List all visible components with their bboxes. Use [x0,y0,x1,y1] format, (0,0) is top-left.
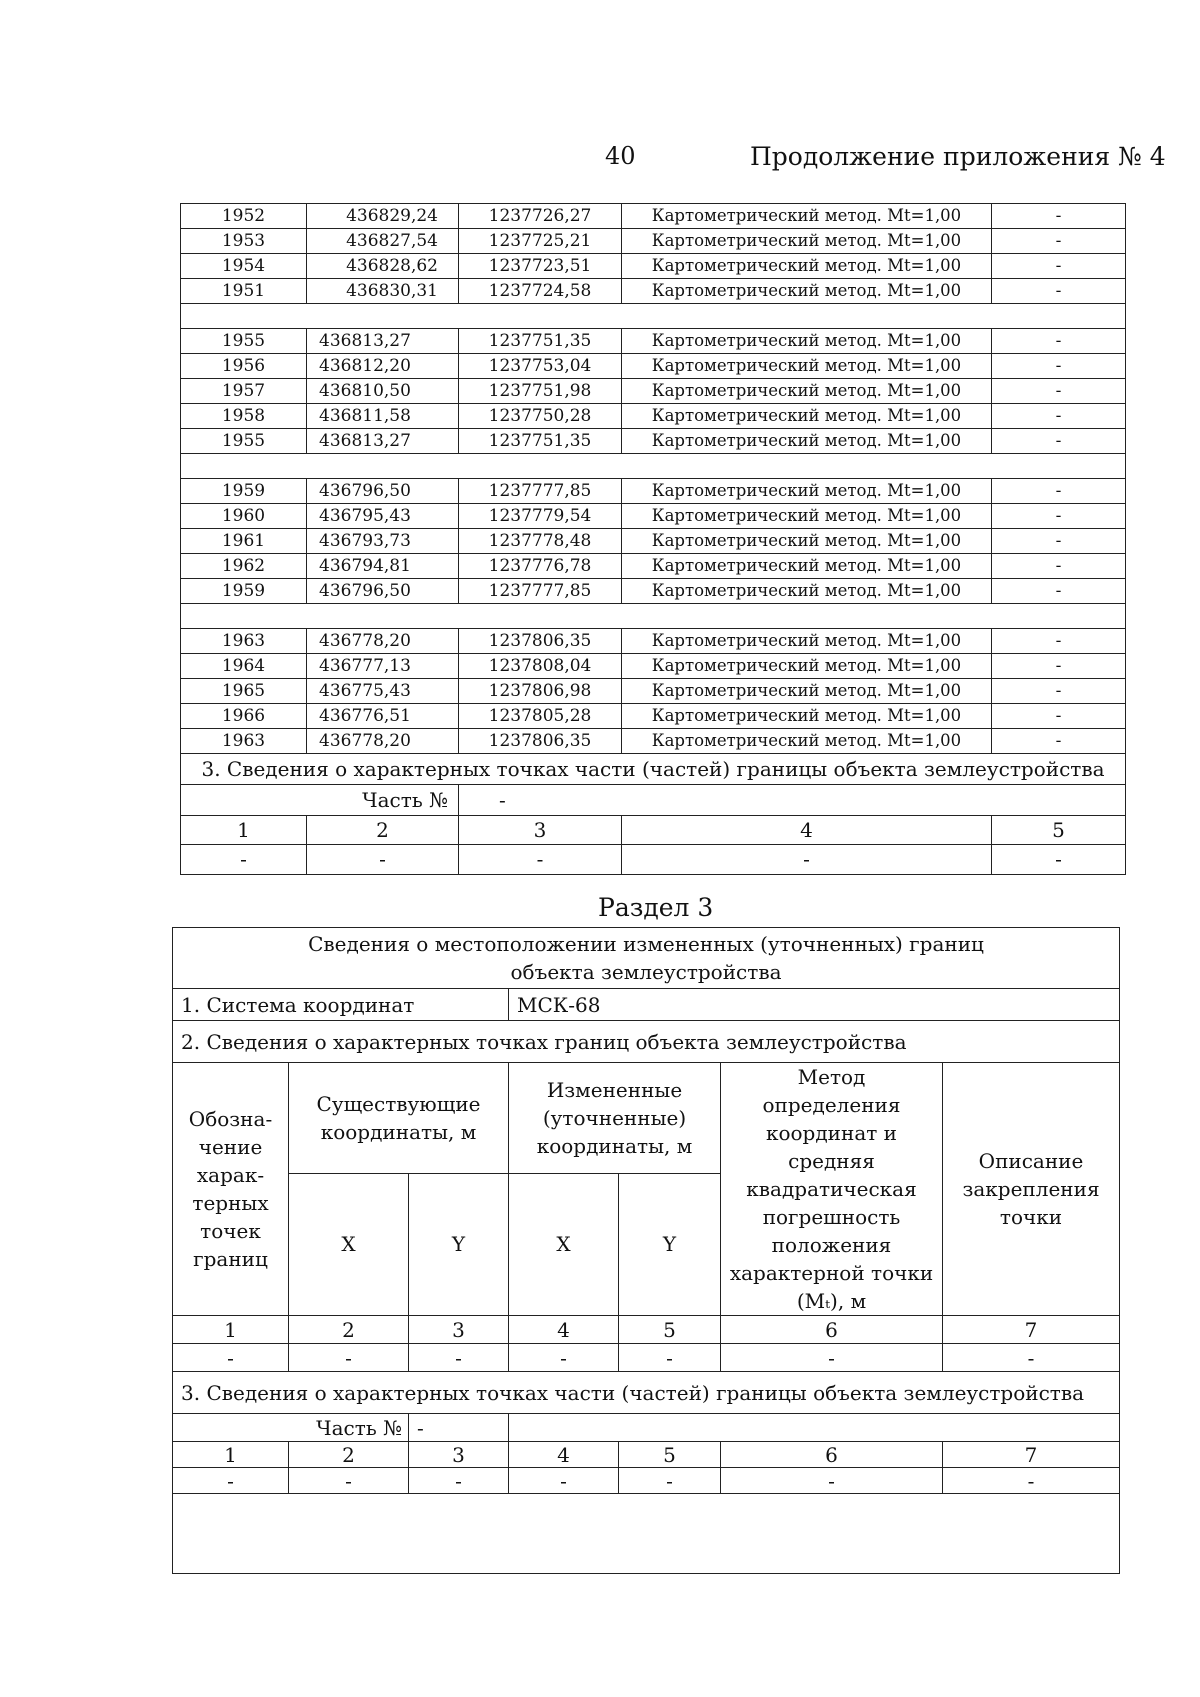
y-coordinate: 1237723,51 [459,254,622,279]
coordinates-table-body [181,204,1126,875]
separator-cell [181,604,1126,629]
table-heading-row [173,928,1120,989]
column-number: 1 [173,1316,289,1344]
table-heading: Сведения о местоположении измененных (уточненных) границ объекта землеустройства [173,928,1120,989]
y-coordinate: 1237751,35 [459,329,622,354]
page-number: 40 [605,142,636,170]
separator-cell [181,304,1126,329]
method-cell: Картометрический метод. Mt=1,00 [622,329,992,354]
column-number-row [173,1316,1120,1344]
y-coordinate: 1237750,28 [459,404,622,429]
description-cell: - [992,229,1126,254]
empty-cell: - [619,1468,721,1494]
blank-row [173,1494,1120,1574]
table-row [181,204,1126,229]
point-number: 1963 [181,729,307,754]
table-row [181,629,1126,654]
description-cell: - [992,204,1126,229]
x-coordinate: 436775,43 [307,679,459,704]
column-number: 5 [619,1442,721,1468]
table-row [181,354,1126,379]
column-number: 5 [992,816,1126,845]
existing-coords-header: Существующие координаты, м [289,1063,509,1174]
x-coordinate: 436777,13 [307,654,459,679]
method-header: Метод определения координат и средняя квадратическая погрешность положения характерной точки (Mₜ), м [721,1063,943,1316]
point-number: 1961 [181,529,307,554]
x-coordinate: 436793,73 [307,529,459,554]
column-number: 7 [943,1316,1120,1344]
x-coordinate: 436794,81 [307,554,459,579]
method-cell: Картометрический метод. Mt=1,00 [622,504,992,529]
empty-cell: - [409,1468,509,1494]
y-coordinate: 1237724,58 [459,279,622,304]
empty-data-row [173,1468,1120,1494]
table-row [181,504,1126,529]
description-cell: - [992,504,1126,529]
method-cell: Картометрический метод. Mt=1,00 [622,729,992,754]
point-number: 1960 [181,504,307,529]
point-number: 1951 [181,279,307,304]
x-coordinate: 436778,20 [307,629,459,654]
table-row [181,254,1126,279]
empty-cell: - [992,845,1126,875]
y-coordinate: 1237777,85 [459,479,622,504]
section-title: Раздел 3 [598,893,714,922]
y-coordinate: 1237776,78 [459,554,622,579]
method-cell: Картометрический метод. Mt=1,00 [622,229,992,254]
column-number: 6 [721,1316,943,1344]
x-coordinate: 436813,27 [307,329,459,354]
method-cell: Картометрический метод. Mt=1,00 [622,204,992,229]
y-coordinate: 1237777,85 [459,579,622,604]
subsection-row [173,1021,1120,1063]
x-coordinate: 436813,27 [307,429,459,454]
group-separator-row [181,304,1126,329]
y-coordinate: 1237726,27 [459,204,622,229]
column-number: 2 [289,1316,409,1344]
method-cell: Картометрический метод. Mt=1,00 [622,704,992,729]
x-coordinate: 436811,58 [307,404,459,429]
column-number-row [173,1442,1120,1468]
table-row [181,229,1126,254]
table-row [181,654,1126,679]
y-coordinate: 1237808,04 [459,654,622,679]
method-cell: Картометрический метод. Mt=1,00 [622,354,992,379]
method-cell: Картометрический метод. Mt=1,00 [622,379,992,404]
empty-cell: - [721,1344,943,1372]
method-cell: Картометрический метод. Mt=1,00 [622,404,992,429]
group-separator-row [181,604,1126,629]
subsection-title: 2. Сведения о характерных точках границ объекта землеустройства [173,1021,1120,1063]
x-coordinate: 436830,31 [307,279,459,304]
description-cell: - [992,554,1126,579]
method-cell: Картометрический метод. Mt=1,00 [622,579,992,604]
point-number: 1964 [181,654,307,679]
point-number: 1965 [181,679,307,704]
table-row [181,279,1126,304]
part-number-label: Часть № [173,1414,409,1442]
point-number: 1957 [181,379,307,404]
table-row [181,479,1126,504]
table-row [181,679,1126,704]
column-number: 3 [409,1442,509,1468]
y-coordinate: 1237751,98 [459,379,622,404]
description-cell: - [992,404,1126,429]
point-number: 1958 [181,404,307,429]
empty-cell: - [509,1468,619,1494]
point-number: 1954 [181,254,307,279]
part-section-title: 3. Сведения о характерных точках части (частей) границы объекта землеустройства [181,754,1126,785]
method-cell: Картометрический метод. Mt=1,00 [622,279,992,304]
description-cell: - [992,529,1126,554]
point-number: 1952 [181,204,307,229]
point-number: 1956 [181,354,307,379]
empty-cell: - [459,845,622,875]
x-coordinate: 436795,43 [307,504,459,529]
description-header: Описание закрепления точки [943,1063,1120,1316]
description-cell: - [992,254,1126,279]
column-number-row [181,816,1126,845]
y-coordinate: 1237751,35 [459,429,622,454]
empty-cell: - [307,845,459,875]
table-row [181,529,1126,554]
y-coordinate: 1237778,48 [459,529,622,554]
method-cell: Картометрический метод. Mt=1,00 [622,254,992,279]
description-cell: - [992,479,1126,504]
column-number: 1 [173,1442,289,1468]
table-row [181,429,1126,454]
y-coordinate: 1237753,04 [459,354,622,379]
column-number: 3 [459,816,622,845]
table-row [181,579,1126,604]
y-coordinate: 1237806,98 [459,679,622,704]
empty-data-row [181,845,1126,875]
empty-data-row [173,1344,1120,1372]
y-header: Y [409,1173,509,1315]
subsection-title: 3. Сведения о характерных точках части (частей) границы объекта землеустройства [173,1372,1120,1414]
y-header: Y [619,1173,721,1315]
point-number: 1959 [181,579,307,604]
x-coordinate: 436829,24 [307,204,459,229]
method-cell: Картометрический метод. Mt=1,00 [622,654,992,679]
method-cell: Картометрический метод. Mt=1,00 [622,679,992,704]
x-coordinate: 436796,50 [307,479,459,504]
column-number: 4 [509,1442,619,1468]
blank-cell [173,1494,1120,1574]
description-cell: - [992,279,1126,304]
part-number-label: Часть № [181,785,459,816]
empty-cell: - [289,1468,409,1494]
empty-cell: - [173,1468,289,1494]
empty-cell: - [409,1344,509,1372]
table-row [181,404,1126,429]
description-cell: - [992,654,1126,679]
point-number: 1966 [181,704,307,729]
x-coordinate: 436827,54 [307,229,459,254]
method-cell: Картометрический метод. Mt=1,00 [622,429,992,454]
point-number: 1963 [181,629,307,654]
empty-cell: - [619,1344,721,1372]
coord-system-label: 1. Система координат [173,989,509,1021]
empty-cell: - [509,1344,619,1372]
empty-cell: - [181,845,307,875]
table-row [181,729,1126,754]
x-header: X [509,1173,619,1315]
method-cell: Картометрический метод. Mt=1,00 [622,629,992,654]
point-number: 1962 [181,554,307,579]
continuation-title: Продолжение приложения № 4 [750,142,1166,171]
column-number: 4 [509,1316,619,1344]
table-row [181,704,1126,729]
method-cell: Картометрический метод. Mt=1,00 [622,479,992,504]
part-section-header [181,754,1126,785]
empty-cell: - [721,1468,943,1494]
x-coordinate: 436812,20 [307,354,459,379]
description-cell: - [992,329,1126,354]
designation-header: Обозна- чение харак- терных точек границ [173,1063,289,1316]
table-row [181,554,1126,579]
description-cell: - [992,704,1126,729]
empty-cell: - [943,1344,1120,1372]
description-cell: - [992,579,1126,604]
subsection-row [173,1372,1120,1414]
point-number: 1955 [181,429,307,454]
description-cell: - [992,354,1126,379]
part-number-row [173,1414,1120,1442]
y-coordinate: 1237805,28 [459,704,622,729]
column-number: 2 [289,1442,409,1468]
column-number: 6 [721,1442,943,1468]
empty-cell: - [943,1468,1120,1494]
description-cell: - [992,629,1126,654]
column-number: 2 [307,816,459,845]
point-number: 1953 [181,229,307,254]
column-number: 5 [619,1316,721,1344]
y-coordinate: 1237779,54 [459,504,622,529]
method-cell: Картометрический метод. Mt=1,00 [622,529,992,554]
part-number-value: - [409,1414,509,1442]
coord-system-row [173,989,1120,1021]
empty-cell: - [622,845,992,875]
point-number: 1959 [181,479,307,504]
x-coordinate: 436810,50 [307,379,459,404]
x-coordinate: 436796,50 [307,579,459,604]
y-coordinate: 1237725,21 [459,229,622,254]
column-number: 3 [409,1316,509,1344]
changed-boundaries-table [172,927,1120,1574]
coord-system-value: МСК-68 [509,989,1120,1021]
table-row [181,329,1126,354]
y-coordinate: 1237806,35 [459,629,622,654]
part-number-value: - [459,785,1126,816]
empty-cell: - [289,1344,409,1372]
group-separator-row [181,454,1126,479]
description-cell: - [992,679,1126,704]
column-header-row [173,1063,1120,1174]
description-cell: - [992,729,1126,754]
column-number: 7 [943,1442,1120,1468]
coordinates-table [180,203,1126,875]
description-cell: - [992,379,1126,404]
x-header: X [289,1173,409,1315]
separator-cell [181,454,1126,479]
description-cell: - [992,429,1126,454]
changed-coords-header: Измененные (уточненные) координаты, м [509,1063,721,1174]
part-number-row [181,785,1126,816]
x-coordinate: 436776,51 [307,704,459,729]
x-coordinate: 436778,20 [307,729,459,754]
y-coordinate: 1237806,35 [459,729,622,754]
empty-cell: - [173,1344,289,1372]
column-number: 4 [622,816,992,845]
blank-cell [509,1414,1120,1442]
column-number: 1 [181,816,307,845]
method-cell: Картометрический метод. Mt=1,00 [622,554,992,579]
point-number: 1955 [181,329,307,354]
table-row [181,379,1126,404]
x-coordinate: 436828,62 [307,254,459,279]
